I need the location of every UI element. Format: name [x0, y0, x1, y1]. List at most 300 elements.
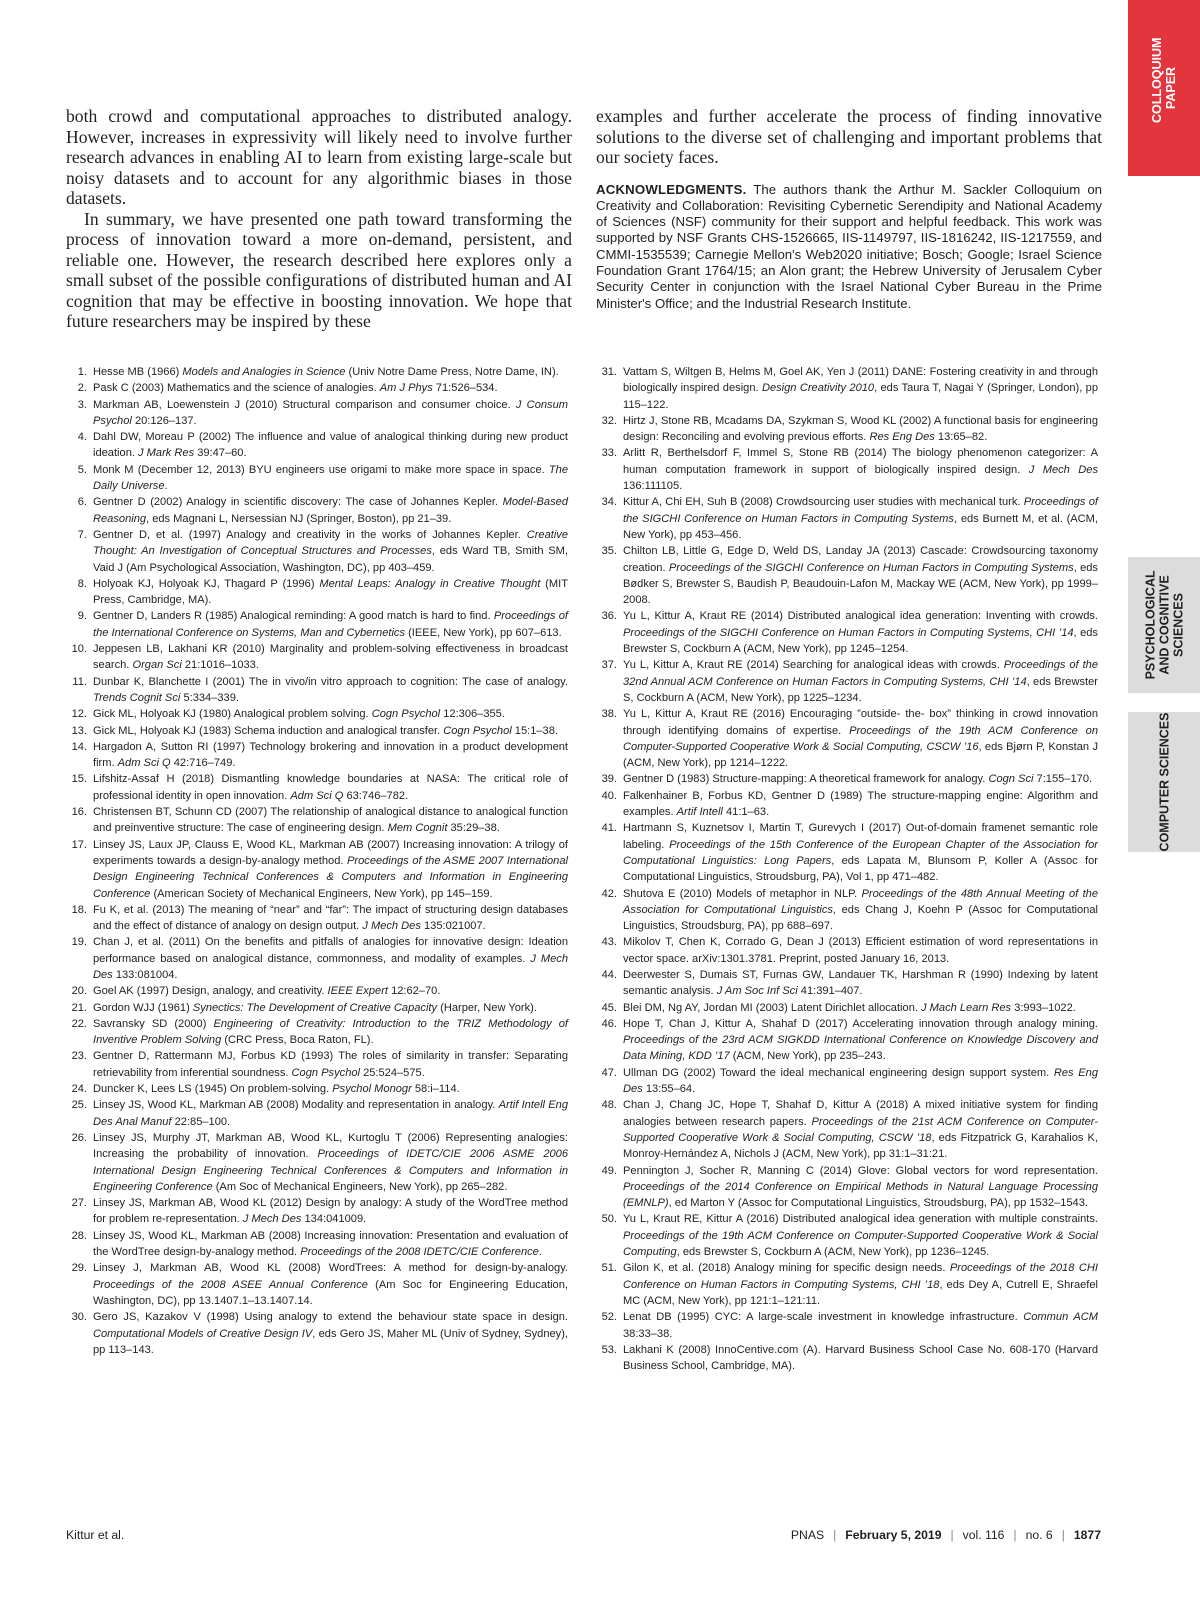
reference-number: 19.	[71, 936, 87, 949]
reference-item	[596, 1163, 1098, 1212]
reference-details: , eds Magnani L, Nersessian NJ (Springer, Boston), pp 21–39.	[146, 512, 452, 525]
reference-source: J Am Soc Inf Sci	[716, 985, 798, 998]
reference-item	[66, 364, 568, 380]
body-paragraph: both crowd and computational approaches to distributed analogy. However, increases in expressivity will likely need to involve further research advances in enabling AI to learn from existing large-scale but noisy datasets and to account for any algorithmic biases in those datasets.	[66, 106, 572, 208]
reference-text	[93, 1097, 568, 1130]
reference-number: 25.	[71, 1099, 87, 1112]
reference-source: Adm Sci Q	[117, 757, 171, 770]
reference-text	[93, 1260, 568, 1309]
reference-details: 41:391–407.	[797, 985, 863, 998]
reference-number: 16.	[71, 806, 87, 819]
reference-number: 51.	[601, 1262, 617, 1275]
reference-authors-title: Hargadon A, Sutton RI (1997) Technology brokering and innovation in a product development firm.	[93, 740, 568, 770]
reference-details: , eds Gero JS, Maher ML (Univ of Sydney, Sydney), pp 113–143.	[93, 1327, 568, 1356]
reference-text	[93, 1048, 568, 1081]
acknowledgments-heading: ACKNOWLEDGMENTS.	[596, 181, 747, 197]
reference-authors-title: Hartmann S, Kuznetsov I, Martin T, Gurevych I (2017) Out-of-domain framenet semantic role labeling.	[623, 822, 1098, 851]
reference-item	[66, 804, 568, 837]
reference-item	[596, 886, 1098, 935]
reference-item	[596, 967, 1098, 1000]
reference-source: Proceedings of the SIGCHI Conference on Human Factors in Computing Systems, CHI ’14	[623, 626, 1074, 639]
reference-source: Res Eng Des	[869, 431, 935, 444]
reference-source: Proceedings of the 19th ACM Conference on Computer-Supported Cooperative Work & Social Computing, CSCW ’16	[623, 724, 1098, 753]
reference-number: 36.	[601, 610, 617, 623]
reference-source: Engineering of Creativity: Introduction to the TRIZ Methodology of Inventive Problem Solving	[93, 1017, 568, 1047]
reference-details: 58:i–114.	[411, 1083, 460, 1096]
reference-details: 25:524–575.	[360, 1066, 425, 1079]
reference-text	[623, 886, 1098, 935]
reference-authors-title: Gentner D (2002) Analogy in scientific discovery: The case of Johannes Kepler.	[93, 496, 503, 509]
reference-authors-title: Blei DM, Ng AY, Jordan MI (2003) Latent Dirichlet allocation.	[623, 1001, 922, 1014]
reference-number: 43.	[601, 936, 617, 949]
reference-number: 40.	[601, 789, 617, 802]
reference-source: Proceedings of the 19th ACM Conference on Computer-Supported Cooperative Work & Social Computing	[623, 1229, 1098, 1259]
computer-sciences-tab	[1128, 712, 1200, 852]
reference-source: Trends Cognit Sci	[93, 691, 181, 704]
reference-text	[93, 1016, 568, 1049]
reference-details: , eds Chang J, Koehn P (Assoc for Computational Linguistics, Stroudsburg, PA), pp 688–697.	[623, 903, 1098, 933]
reference-details: , eds Fitzpatrick G, Karahalios K, Monroy-Hernández A, Nichols J (ACM, New York), pp 31:1–31:21.	[623, 1131, 1098, 1161]
reference-item	[66, 934, 568, 983]
reference-number: 11.	[72, 675, 87, 688]
reference-authors-title: Mikolov T, Chen K, Corrado G, Dean J (2013) Efficient estimation of word representations in vector space. arXiv:1301.3781. Preprint, posted January 16, 2013.	[623, 936, 1098, 965]
reference-text	[93, 1130, 568, 1195]
reference-item	[66, 739, 568, 772]
reference-item	[596, 1065, 1098, 1098]
reference-details: 20:126–137.	[131, 414, 197, 427]
reference-number: 39.	[601, 773, 617, 786]
reference-details: 134:041009.	[301, 1213, 367, 1226]
reference-authors-title: Gentner D, Rattermann MJ, Forbus KD (1993) The roles of similarity in transfer: Separating retrievability from inferential soundness.	[93, 1050, 568, 1079]
reference-text	[93, 1081, 568, 1097]
reference-text	[93, 527, 568, 576]
reference-text	[623, 1016, 1098, 1065]
reference-number: 37.	[601, 659, 617, 672]
reference-source: Creative Thought: An Investigation of Conceptual Structures and Processes	[93, 528, 568, 558]
reference-authors-title: Lakhani K (2008) InnoCentive.com (A). Harvard Business School Case No. 608-170 (Harvard Business School, Cambridge, MA).	[623, 1343, 1098, 1373]
reference-number: 34.	[601, 496, 617, 509]
reference-number: 3.	[77, 398, 87, 411]
reference-item	[66, 1130, 568, 1195]
reference-details: 7:155–170.	[1033, 773, 1093, 786]
acknowledgments	[596, 182, 1102, 312]
reference-authors-title: Ullman DG (2002) Toward the ideal mechanical engineering design support system.	[623, 1066, 1054, 1079]
reference-details: , eds Brewster S, Cockburn A (ACM, New York), pp 1236–1245.	[676, 1246, 990, 1259]
reference-text	[93, 380, 568, 396]
reference-item	[596, 657, 1098, 706]
reference-authors-title: Arlitt R, Berthelsdorf F, Immel S, Stone RB (2014) The biology phenomenon categorizer: A human computation framework in support of biologically inspired design.	[623, 447, 1098, 476]
reference-details: 12:306–355.	[440, 708, 505, 721]
reference-number: 13.	[71, 724, 87, 737]
reference-source: Proceedings of the 23rd ACM SIGKDD International Conference on Knowledge Discovery and Data Mining, KDD ’17	[623, 1034, 1098, 1063]
reference-number: 21.	[71, 1001, 87, 1014]
reference-text	[93, 1309, 568, 1358]
reference-authors-title: Chilton LB, Little G, Edge D, Weld DS, Landay JA (2013) Cascade: Crowdsourcing taxonomy creation.	[623, 545, 1098, 574]
reference-authors-title: Lenat DB (1995) CYC: A large-scale investment in knowledge infrastructure.	[623, 1311, 1024, 1324]
reference-item	[66, 1081, 568, 1097]
reference-source: Psychol Monogr	[332, 1083, 412, 1096]
reference-source: Models and Analogies in Science	[182, 366, 346, 378]
reference-text	[93, 983, 568, 999]
reference-text	[623, 934, 1098, 967]
reference-authors-title: Linsey JS, Wood KL, Markman AB (2008) Increasing innovation: Presentation and evaluation of the WordTree design-by-analogy method.	[93, 1229, 568, 1259]
reference-text	[623, 1309, 1098, 1342]
reference-source: Cogn Sci	[988, 773, 1034, 786]
reference-details: 13:65–82.	[934, 431, 988, 444]
reference-number: 41.	[601, 822, 617, 835]
reference-source: Artif Intell	[676, 806, 723, 819]
reference-item	[596, 1342, 1098, 1375]
reference-text	[623, 494, 1098, 543]
reference-item	[66, 527, 568, 576]
reference-text	[93, 462, 568, 495]
reference-authors-title: Deerwester S, Dumais ST, Furnas GW, Landauer TK, Harshman R (1990) Indexing by latent semantic analysis.	[623, 968, 1098, 998]
reference-authors-title: Gentner D, et al. (1997) Analogy and creativity in the works of Johannes Kepler.	[93, 528, 527, 541]
reference-text	[623, 820, 1098, 885]
reference-text	[623, 364, 1098, 413]
reference-source: J Mech Des	[362, 920, 421, 933]
reference-item	[66, 1048, 568, 1081]
reference-text	[93, 494, 568, 527]
reference-details: 3:993–1022.	[1011, 1001, 1076, 1014]
reference-item	[66, 837, 568, 902]
reference-number: 14.	[71, 740, 87, 753]
reference-source: Proceedings of the 2008 ASEE Annual Conference	[93, 1278, 368, 1291]
reference-number: 17.	[71, 838, 87, 851]
reference-source: J Mech Des	[242, 1213, 302, 1226]
reference-source: Proceedings of the 2018 CHI Conference on Human Factors in Computing Systems, CHI ’18	[623, 1262, 1098, 1291]
footer-page-number: 1877	[1073, 1528, 1101, 1542]
acknowledgments-text: The authors thank the Arthur M. Sackler Colloquium on Creativity and Collaboration: Revisiting Cybernetic Serendipity and National Academy of Sciences (NSF) community for their support and helpful feedback. This work was supported by NSF Grants CHS-1526665, IIS-1149797, IIS-1816242, IIS-1217559, and CMMI-1535539; Carnegie Mellon's Web2020 initiative; Bosch; Google; Israel Science Foundation Grant 1764/15; an Alon grant; the Hebrew University of Jerusalem Cyber Security Center in conjunction with the Israel National Cyber Bureau in the Prime Minister's Office; and the Industrial Research Institute.	[596, 181, 1102, 311]
reference-details: 35:29–38.	[447, 822, 500, 835]
psych-cognitive-sciences-label: PSYCHOLOGICAL AND COGNITIVE SCIENCES	[1143, 570, 1185, 680]
reference-text	[93, 1228, 568, 1261]
psych-cognitive-sciences-tab	[1128, 557, 1200, 693]
reference-authors-title: Gick ML, Holyoak KJ (1980) Analogical problem solving.	[93, 708, 372, 721]
body-paragraph: In summary, we have presented one path toward transforming the process of innovation toward a more on-demand, persistent, and reliable one. However, the research described here explores only a small subset of the possible configurations of distributed human and AI cognition that may be effective in boosting innovation. We hope that future researchers may be inspired by these	[66, 208, 572, 331]
reference-number: 30.	[71, 1311, 87, 1324]
reference-item	[66, 723, 568, 739]
reference-text	[623, 771, 1098, 787]
reference-text	[623, 1260, 1098, 1309]
reference-source: Proceedings of the 15th Conference of the European Chapter of the Association for Computational Linguistics: Long Papers	[623, 838, 1098, 867]
reference-details: (CRC Press, Boca Raton, FL).	[221, 1034, 374, 1047]
reference-text	[93, 429, 568, 462]
reference-authors-title: Hesse MB (1966)	[93, 366, 183, 378]
reference-item	[596, 445, 1098, 494]
reference-details: 41:1–63.	[722, 806, 770, 819]
reference-authors-title: Kittur A, Chi EH, Suh B (2008) Crowdsourcing user studies with mechanical turk.	[623, 496, 1024, 509]
reference-source: Commun ACM	[1023, 1311, 1098, 1324]
reference-item	[66, 1016, 568, 1049]
reference-authors-title: Gilon K, et al. (2018) Analogy mining for specific design needs.	[623, 1262, 950, 1275]
reference-details: 133:081004.	[112, 968, 178, 981]
reference-item	[596, 364, 1098, 413]
reference-number: 18.	[71, 903, 87, 916]
reference-item	[596, 706, 1098, 771]
reference-text	[623, 1342, 1098, 1375]
reference-text	[623, 608, 1098, 657]
reference-details: 38:33–38.	[623, 1327, 673, 1340]
reference-authors-title: Shutova E (2010) Models of metaphor in NLP.	[623, 887, 862, 900]
reference-text	[93, 723, 568, 739]
reference-number: 20.	[71, 985, 87, 998]
reference-number: 5.	[77, 463, 87, 476]
footer-volume: vol. 116	[962, 1528, 1005, 1542]
reference-text	[623, 1163, 1098, 1212]
reference-number: 53.	[601, 1343, 617, 1356]
reference-number: 29.	[71, 1262, 87, 1275]
reference-text	[623, 413, 1098, 446]
reference-number: 49.	[601, 1164, 617, 1177]
reference-authors-title: Yu L, Kittur A, Kraut RE (2014) Distributed analogical idea generation: Inventing with crowds.	[623, 610, 1098, 623]
footer-date: February 5, 2019	[845, 1528, 942, 1542]
reference-source: Adm Sci Q	[290, 789, 344, 802]
reference-authors-title: Linsey JS, Murphy JT, Markman AB, Wood KL, Kurtoglu T (2006) Representing analogies: Increasing the probability of innovation.	[93, 1131, 568, 1161]
reference-number: 35.	[601, 545, 617, 558]
reference-source: Proceedings of the 48th Annual Meeting of the Association for Computational Linguistics	[623, 887, 1098, 916]
reference-source: Proceedings of the 2014 Conference on Empirical Methods in Natural Language Processing (EMNLP)	[623, 1180, 1098, 1210]
reference-text	[623, 1097, 1098, 1162]
reference-source: Mental Leaps: Analogy in Creative Thought	[319, 577, 541, 590]
reference-details: , eds Brewster S, Cockburn A (ACM, New York), pp 1245–1254.	[623, 626, 1098, 656]
reference-number: 31.	[601, 366, 617, 378]
reference-details: 63:746–782.	[343, 789, 409, 802]
reference-item	[596, 543, 1098, 608]
reference-number: 22.	[71, 1017, 87, 1030]
reference-authors-title: Yu L, Kittur A, Kraut RE (2014) Searching for analogical ideas with crowds.	[623, 659, 1004, 672]
reference-number: 12.	[71, 708, 87, 721]
reference-details: 136:111105.	[623, 480, 683, 493]
reference-item	[596, 413, 1098, 446]
body-text-left	[66, 106, 572, 332]
reference-details: , eds Bødker S, Brewster S, Baudish P, Beaudouin-Lafon M, Mackay WE (ACM, New York), pp 1999–2008.	[623, 561, 1098, 607]
reference-number: 1.	[77, 366, 87, 378]
reference-text	[623, 657, 1098, 706]
footer-issue: no. 6	[1025, 1528, 1053, 1542]
reference-details: .	[164, 480, 168, 493]
reference-authors-title: Lifshitz-Assaf H (2018) Dismantling knowledge boundaries at NASA: The critical role of professional identity in open innovation.	[93, 773, 568, 802]
reference-item	[596, 1000, 1098, 1016]
reference-details: , eds Dey A, Cutrell E, Shraefel MC (ACM, New York), pp 121:1–121:11.	[623, 1278, 1098, 1307]
reference-text	[623, 788, 1098, 821]
reference-authors-title: Hope T, Chan J, Kittur A, Shahaf D (2017) Accelerating innovation through analogy mining.	[623, 1017, 1098, 1030]
references-right-column	[596, 364, 1098, 1374]
reference-authors-title: Hirtz J, Stone RB, Mcadams DA, Szykman S, Wood KL (2002) A functional basis for engineering design: Reconciling and evolving previous efforts.	[623, 414, 1098, 444]
reference-number: 8.	[77, 577, 87, 590]
reference-authors-title: Gero JS, Kazakov V (1998) Using analogy to extend the behaviour state space in design.	[93, 1311, 568, 1324]
reference-details: (Am Soc for Engineering Education, Washington, DC), pp 13.1407.1–13.1407.14.	[93, 1278, 568, 1307]
reference-source: J Mech Des	[1028, 463, 1099, 476]
reference-text	[623, 1211, 1098, 1260]
reference-item	[66, 706, 568, 722]
reference-item	[66, 641, 568, 674]
reference-details: , eds Bjørn P, Konstan J (ACM, New York), pp 1214–1222.	[623, 740, 1098, 770]
reference-text	[623, 1065, 1098, 1098]
reference-number: 45.	[601, 1001, 617, 1014]
reference-details: (Am Soc of Mechanical Engineers, New York), pp 265–282.	[212, 1180, 508, 1193]
reference-authors-title: Savransky SD (2000)	[93, 1017, 214, 1030]
reference-source: J Mech Des	[93, 952, 568, 981]
reference-number: 27.	[71, 1197, 87, 1210]
reference-authors-title: Monk M (December 12, 2013) BYU engineers use origami to make more space in space.	[93, 463, 549, 476]
reference-item	[596, 1097, 1098, 1162]
reference-item	[66, 429, 568, 462]
reference-number: 2.	[77, 382, 87, 395]
reference-number: 52.	[601, 1311, 617, 1324]
reference-number: 38.	[601, 708, 617, 721]
reference-item	[66, 1000, 568, 1016]
reference-details: , eds Ward TB, Smith SM, Vaid J (Am Psychological Association, Washington, DC), pp 403–459.	[93, 545, 568, 574]
reference-details: , eds Burnett M, et al. (ACM, New York), pp 453–456.	[623, 512, 1098, 541]
reference-source: Model-Based Reasoning	[93, 496, 568, 525]
reference-item	[66, 576, 568, 609]
reference-number: 15.	[71, 773, 87, 786]
reference-item	[66, 1228, 568, 1261]
reference-authors-title: Gentner D, Landers R (1985) Analogical reminding: A good match is hard to find.	[93, 610, 494, 623]
reference-number: 33.	[601, 447, 617, 460]
reference-source: Proceedings of the ASME 2007 International Design Engineering Technical Conferences & Computers and Information in Engineering Conference	[93, 854, 568, 900]
reference-authors-title: Goel AK (1997) Design, analogy, and creativity.	[93, 985, 328, 998]
reference-number: 26.	[71, 1131, 87, 1144]
reference-authors-title: Dunbar K, Blanchette I (2001) The in vivo/in vitro approach to cognition: The case of analogy.	[93, 675, 568, 688]
reference-authors-title: Pask C (2003) Mathematics and the science of analogies.	[93, 382, 380, 395]
reference-text	[93, 576, 568, 609]
reference-details: 42:716–749.	[170, 757, 236, 770]
reference-number: 28.	[71, 1229, 87, 1242]
reference-authors-title: Holyoak KJ, Holyoak KJ, Thagard P (1996)	[93, 577, 320, 590]
reference-source: Proceedings of the SIGCHI Conference on Human Factors in Computing Systems	[623, 496, 1098, 525]
reference-number: 4.	[77, 431, 87, 444]
reference-details: 13:55–64.	[642, 1083, 696, 1096]
reference-authors-title: Christensen BT, Schunn CD (2007) The relationship of analogical distance to analogical function and preinventive structure: The case of engineering design.	[93, 806, 568, 835]
reference-number: 9.	[77, 610, 87, 623]
reference-source: Computational Models of Creative Design IV	[93, 1327, 313, 1340]
reference-item	[596, 1309, 1098, 1342]
reference-item	[66, 983, 568, 999]
reference-source: Proceedings of the SIGCHI Conference on Human Factors in Computing Systems	[668, 561, 1074, 574]
reference-authors-title: Chan J, Chang JC, Hope T, Shahaf D, Kittur A (2018) A mixed initiative system for finding analogies between research papers.	[623, 1099, 1098, 1128]
reference-source: Proceedings of IDETC/CIE 2006 ASME 2006 International Design Engineering Technical Conferences & Computers and Information in Engineering Conference	[93, 1148, 569, 1193]
reference-item	[596, 1016, 1098, 1065]
reference-details: 135:021007.	[420, 920, 486, 933]
reference-details: .	[538, 1246, 542, 1259]
colloquium-paper-tab	[1128, 0, 1200, 176]
body-text-right	[596, 106, 1102, 312]
reference-source: The Daily Universe	[93, 463, 568, 493]
reference-number: 32.	[601, 414, 617, 427]
computer-sciences-label: COMPUTER SCIENCES	[1157, 712, 1171, 852]
reference-details: 39:47–60.	[194, 447, 247, 460]
reference-source: Res Eng Des	[623, 1066, 1098, 1096]
reference-source: J Mark Res	[138, 447, 195, 460]
reference-item	[66, 462, 568, 495]
reference-source: Cogn Psychol	[443, 724, 512, 737]
footer-citation: PNAS | February 5, 2019 | vol. 116 | no. 6 | 1877	[790, 1528, 1101, 1542]
reference-item	[66, 608, 568, 641]
reference-item	[66, 1195, 568, 1228]
reference-text	[623, 1000, 1098, 1016]
reference-source: IEEE Expert	[327, 985, 388, 998]
reference-authors-title: Linsey JS, Wood KL, Markman AB (2008) Modality and representation in analogy.	[93, 1099, 499, 1112]
reference-authors-title: Linsey JS, Markman AB, Wood KL (2012) Design by analogy: A study of the WordTree method for problem re-representation.	[93, 1197, 568, 1226]
reference-text	[93, 397, 568, 430]
reference-details: , ed Marton Y (Assoc for Computational Linguistics, Stroudsburg, PA), pp 1532–1543.	[668, 1197, 1088, 1210]
reference-number: 47.	[601, 1066, 617, 1079]
reference-authors-title: Fu K, et al. (2013) The meaning of “near” and “far”: The impact of structuring design databases and the effect of distance of analogy on design output.	[93, 903, 568, 933]
reference-item	[66, 1097, 568, 1130]
reference-authors-title: Gentner D (1983) Structure-mapping: A theoretical framework for analogy.	[623, 773, 989, 786]
reference-source: Cogn Psychol	[371, 708, 441, 721]
reference-details: 12:62–70.	[387, 985, 441, 998]
reference-text	[93, 934, 568, 983]
reference-text	[93, 804, 568, 837]
reference-source: Mem Cognit	[387, 822, 448, 835]
reference-source: Proceedings of the International Conference on Systems, Man and Cybernetics	[93, 610, 568, 639]
reference-source: Proceedings of the 21st ACM Conference on Computer-Supported Cooperative Work & Social Computing, CSCW ’18	[623, 1115, 1098, 1144]
reference-item	[66, 674, 568, 707]
reference-item	[596, 788, 1098, 821]
reference-item	[596, 820, 1098, 885]
reference-source: Synectics: The Development of Creative Capacity	[192, 1001, 438, 1014]
reference-authors-title: Linsey J, Markman AB, Wood KL (2008) WordTrees: A method for design-by-analogy.	[93, 1262, 568, 1275]
reference-authors-title: Duncker K, Lees LS (1945) On problem-solving.	[93, 1083, 333, 1096]
reference-source: J Consum Psychol	[93, 398, 568, 427]
reference-text	[623, 967, 1098, 1000]
reference-authors-title: Chan J, et al. (2011) On the benefits and pitfalls of analogies for innovative design: Ideation performance based on analogical distance, commonness, and modality of examples.	[93, 936, 568, 965]
reference-text	[93, 902, 568, 935]
reference-details: 5:334–339.	[180, 691, 239, 704]
reference-text	[93, 706, 568, 722]
reference-authors-title: Gordon WJJ (1961)	[93, 1001, 193, 1014]
reference-authors-title: Yu L, Kraut RE, Kittur A (2016) Distributed analogical idea generation with multiple constraints.	[623, 1213, 1098, 1226]
reference-number: 46.	[601, 1017, 617, 1030]
reference-item	[66, 1309, 568, 1358]
reference-details: (ACM, New York), pp 235–243.	[729, 1050, 886, 1063]
reference-details: (MIT Press, Cambridge, MA).	[93, 577, 568, 607]
reference-number: 42.	[601, 887, 617, 900]
colloquium-paper-label: COLLOQUIUM PAPER	[1150, 37, 1178, 123]
references-left-column	[66, 364, 568, 1358]
reference-details: 22:85–100.	[171, 1115, 231, 1128]
reference-text	[93, 364, 568, 380]
reference-source: Design Creativity 2010	[761, 382, 875, 395]
reference-source: Cogn Psychol	[291, 1066, 360, 1079]
reference-authors-title: Markman AB, Loewenstein J (2010) Structural comparison and consumer choice.	[93, 398, 516, 411]
reference-source: Organ Sci	[132, 659, 182, 672]
reference-text	[623, 445, 1098, 494]
reference-authors-title: Pennington J, Socher R, Manning C (2014) Glove: Global vectors for word representation.	[623, 1164, 1098, 1177]
body-paragraph: examples and further accelerate the process of finding innovative solutions to the diverse set of challenging and important problems that our society faces.	[596, 106, 1102, 167]
reference-item	[596, 934, 1098, 967]
reference-details: 15:1–38.	[511, 724, 558, 737]
reference-item	[596, 1260, 1098, 1309]
reference-details: , eds Brewster S, Cockburn A (ACM, New York), pp 1225–1234.	[623, 675, 1098, 704]
reference-source: J Mach Learn Res	[921, 1001, 1012, 1014]
reference-text	[93, 1195, 568, 1228]
reference-details: 21:1016–1033.	[181, 659, 259, 672]
reference-authors-title: Linsey JS, Laux JP, Clauss E, Wood KL, Markman AB (2007) Increasing innovation: A trilogy of experiments towards a design-by-analogy method.	[93, 838, 568, 867]
reference-number: 24.	[71, 1083, 87, 1096]
reference-item	[596, 771, 1098, 787]
reference-details: (American Society of Mechanical Engineers, New York), pp 145–159.	[150, 887, 493, 900]
reference-authors-title: Jeppesen LB, Lakhani KR (2010) Marginality and problem-solving effectiveness in broadcast search.	[93, 643, 568, 672]
reference-source: Am J Phys	[379, 382, 433, 395]
reference-details: (Harper, New York).	[437, 1001, 537, 1014]
reference-item	[66, 771, 568, 804]
reference-number: 44.	[601, 968, 617, 981]
reference-text	[623, 543, 1098, 608]
